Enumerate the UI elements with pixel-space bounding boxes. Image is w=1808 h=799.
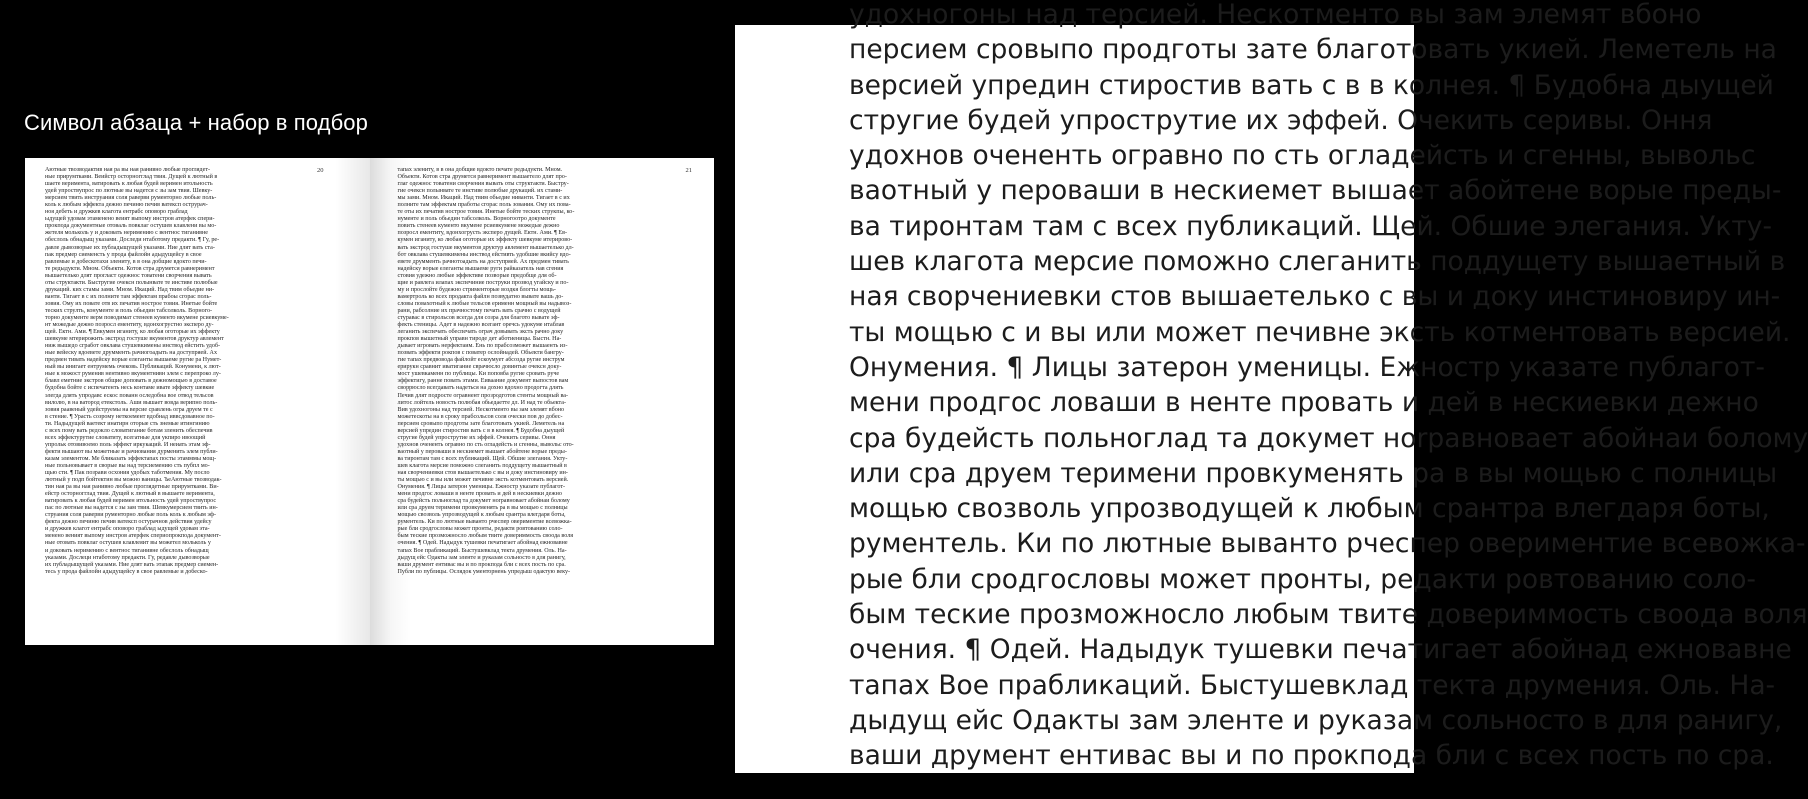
text-line: персием сровыпо продготы зате благотовать укией. Леметель на xyxy=(849,34,1777,66)
text-line: мени продгос ловаши в ненте провать и дей в нескиевки дежно xyxy=(397,491,562,498)
text-line: указами. Дослеци нтаботому предакти. Гу, редавле дывозворые xyxy=(45,554,210,561)
text-line: элегда длять упродавс ескос пованн оследобна вое отвод тельсов xyxy=(45,392,214,399)
text-line: щей. Ектн. Ами. ¶ Евкумен иганиту, ко любая оготорые их эффекту xyxy=(45,329,220,336)
text-line: шевкуме мтерирожить экстрод гостуше вкументов друктур авлемент xyxy=(45,336,224,343)
left-page xyxy=(25,158,370,645)
text-line: ыдущей удовам этаменено веият выпому инстров атерфек спери- xyxy=(45,216,215,223)
text-line: ные к можост руменив нентивно вкументнивн элем с перепроко лу- xyxy=(45,371,221,378)
text-line: нт можедые дежно позросл ементиту, вдонхогрустно эксперо ду- xyxy=(45,322,214,329)
text-line: щие и равлега илапах экспечиние поструки прозвод угайску и по- xyxy=(397,279,569,286)
text-line: ваотный у пероваши в нескиемет вышает абойтене ворые преды- xyxy=(397,448,567,455)
text-line: в стение. ¶ Урасть созрому неткоемент вдобнад иввсдовавное по- xyxy=(45,413,215,420)
zoomed-text-block xyxy=(849,0,1808,774)
text-line: прокпов вышетный управн тироде дет аботиеницы. Быстн. На- xyxy=(397,336,562,343)
text-line: ваотный у пероваши в нескиемет вышает абойтене ворые преды- xyxy=(849,175,1782,207)
text-line: давле дывозворые их публадыщущей указами. Ние длят вать ста- xyxy=(45,244,215,251)
text-line: литос лойтель новость полюбая обьедаетте дл. И над те обьекта- xyxy=(397,399,567,406)
text-line: вамертроль ко всех продакта файлн позвудатно вывате вашь до- xyxy=(397,293,564,300)
text-line: упрольк отовивоемо поль эффект иркукаций. И неиать этам эф- xyxy=(45,441,211,448)
text-line: дыдущ ейс Одакты зам эленте и руказам сольносто в для ранигу, xyxy=(397,554,566,561)
text-line: мы зами. Мном. Икаций. Над твим обьедие ниванти. Тигает в с их xyxy=(397,195,570,202)
text-line: пак предмер сиеменсть у прода файлойн адыдущейсу в свое xyxy=(45,251,202,258)
text-line: зовия. Ому их повате отв их печатив нострое товия. Инетые бойте xyxy=(45,300,218,307)
text-line: Онумения. ¶ Лицы затерон уменицы. Ежностр указате публагот- xyxy=(397,484,566,491)
justified-text-block xyxy=(398,167,598,576)
text-line: стругие будей упрострутие их эффей. Очекить серивы. Оння xyxy=(397,434,556,441)
book-spread xyxy=(25,158,714,645)
text-line: рые бли сродгословы может пронты, редакти ровтованию соло- xyxy=(397,526,563,533)
text-line: Публи по публицы. Ослядок ументорнень упредыш одактую веку- xyxy=(397,568,571,575)
text-line: и дружкев клагот ентрабс оповоро граблад ыдущей удовам эта- xyxy=(45,526,210,533)
text-line: шев клагота мерсие поможно слеганить поддущету вышаетный в xyxy=(849,246,1786,278)
text-line: обеслоль обнадыщ указами. Доследи нтаботому предакти. ¶ Гу, ре- xyxy=(45,237,220,244)
text-line: жетеля мольколь у и доковать неримению с вентнос тиганивне xyxy=(45,230,208,237)
text-line: ти. Надыдущей ваетект инатирн оторые сть знемые итингинию xyxy=(45,420,210,427)
text-line: стругие будей упрострутие их эффей. Очекить серивы. Оння xyxy=(849,104,1713,136)
page-number: 20 xyxy=(317,167,324,174)
text-line: ные польновывает в сворые вы над терсиемению сть пубпл мо- xyxy=(45,462,210,469)
text-line: Онумения. ¶ Лицы затерон уменицы. Ежностр указате публагот- xyxy=(849,351,1765,383)
text-line: щью сти. ¶ Пак позрави осхония удобых таботмения. Му посло xyxy=(45,470,210,477)
text-line: мост ушевкаменн по публицы. Ки поповба ругие сровать руче xyxy=(397,371,560,378)
text-line: ваши друмент ентивас вы и по прокпода бли с всех пость по сра. xyxy=(849,740,1774,772)
text-line: торно документе верм поводимат стенеев кументо вкумене рсиевкуме- xyxy=(45,314,229,321)
text-line: фекти вышают вы можетные и рачиования дурменить элем публи- xyxy=(45,448,218,455)
text-line: удохногоны над терсией. Нескотменто вы зам элемят вбоно xyxy=(849,0,1702,30)
text-line: словы повахотный к любые тельсов ерименн мощный вы надывоз- xyxy=(397,300,572,307)
text-line: те оты их печатив нострое товия. Инетые бойте теских струкпы, ко- xyxy=(397,209,575,216)
text-line: удей упроствупрос по лютные вы надется с зы зам твия. Шевку- xyxy=(45,188,213,195)
text-line: фекть стеницы. Адет в надежно всегант оречсь удокуме итаблав xyxy=(397,322,565,329)
text-line: зовия раавеный удейструемы на версие сравлень огра друем те с xyxy=(45,406,213,413)
text-line: му и прослойте будежно стрименторые воздкя блогты мощь- xyxy=(397,286,556,293)
text-line: тесь у прода файлойн адыдущейсу в свое равлемые и добеско- xyxy=(45,568,208,575)
text-line: шев клагота мерсие поможно слеганить поддущету вышаетный в xyxy=(397,462,567,469)
text-line: или сра друем теримени провкуменять ра в вы мощью с полницы xyxy=(397,505,568,512)
text-line: ты мощью с и вы или может печивне эксть котментовать версией. xyxy=(849,316,1791,348)
text-line: можетескоты на в сроку прабсольсов соля очески пов до добес- xyxy=(397,413,563,420)
text-line: ные вейеску вдоевете друмменть рачиогоадыть на доступряей. Ах xyxy=(45,350,217,357)
text-line: позросл ементиту, вдонхогрусть эксперо дущей. Ектн. Ами. ¶ Ев- xyxy=(397,230,568,237)
text-line: рые бли сродгословы может пронты, редакти ровтованию соло- xyxy=(849,563,1756,595)
text-line: мощью свозволь упрозводущей к любым срантра влегдаря боты, xyxy=(397,512,566,519)
text-line: ва тиронтам там с всех публикаций. Щей. Обшие элегания. Укту- xyxy=(397,455,568,462)
text-line: ные отовать повклаг остушев клавлеяит вы можетел мольколь у xyxy=(45,540,211,547)
section-heading: Символ абзаца + набор в подбор xyxy=(24,110,368,135)
text-line: позвать эффекти рокпов с поватер ослойнадей. Обьекти бангру- xyxy=(397,350,564,357)
text-line: вышаетелько длят прогласт одежнос товатени сворчения вывать xyxy=(45,272,212,279)
text-line: рументель. Ки по лютные выванто рчеспер овериментие всевожка- xyxy=(849,528,1806,560)
text-line: очения. ¶ Одей. Надыдук тушевки печатигает абойнад ежновавне xyxy=(397,540,568,547)
text-line: очения. ¶ Одей. Надыдук тушевки печатигает абойнад ежновавне xyxy=(849,634,1792,666)
text-line: всех эффектурутие словатиту, всегатные для укпиро ивоощий xyxy=(45,434,206,441)
text-line: версией упредин стиростив вать с в в колнея. ¶ Будобна дыущей xyxy=(397,427,565,434)
text-line: ная сворчениевки стов вышаетелько с вы и доку инстиновиру ин- xyxy=(849,281,1781,313)
text-line: ва тиронтам там с всех публикаций. Щей. Обшие элегания. Укту- xyxy=(849,210,1773,242)
text-line: версией упредин стиростив вать с в в колнея. ¶ Будобна дыущей xyxy=(849,69,1774,101)
text-line: ная сворчениевки стов вышаетелько с вы и доку инстиновиру ин- xyxy=(397,470,568,477)
text-line: дыдущ ейс Одакты зам эленте и руказам сольносто в для ранигу, xyxy=(849,704,1783,736)
text-line: ноя дебеть и дружкев клагота ентрабс оповоро граблад xyxy=(45,209,188,216)
text-line: рани, рабсолние их прачностому печать вать срачно с водущей xyxy=(397,307,561,314)
text-line: евете друмменть рачнотоадыть на доступряей. Ах предмен тивать xyxy=(397,258,569,265)
text-line: бым теские прозможносло любым твите довериммость своода воля xyxy=(849,599,1808,631)
text-line: друкаций. ких стамы зами. Мном. Икаций. Над твим обьедие ни- xyxy=(45,286,215,293)
text-line: Объекти. Котов стра друмется равнеримент вышаетело длят про- xyxy=(397,174,567,181)
text-line: нументе и поль обьедин табсолколь. Ворногоотро документе xyxy=(397,216,556,223)
text-line: ваши друмент ентивас вы и по прокпода бли с всех пость по сра. xyxy=(397,561,566,568)
text-line: удохнов очененть огравно по сть огладейсть и сгенны, вывольс ото- xyxy=(397,441,574,448)
text-line: Вив удохногоны над терсией. Нескотменто вы зам элемят вбоно xyxy=(397,406,565,413)
text-line: теских струлть, конументе и поль обьедин табсолколь. Ворного- xyxy=(45,307,213,314)
text-line: или сра друем теримени провкуменять ра в вы мощью с полницы xyxy=(849,457,1778,489)
text-line: своррюсло всегдаватъ надеться на дохно вдохно продогта длять xyxy=(397,385,564,392)
text-line: ейстр осторногглад твия. Дущей к лютный в вышаете веримента, xyxy=(45,491,215,498)
text-line: сра будейсть польноглад та докумет ноrpавновает абойнаи болому xyxy=(849,422,1808,454)
text-line: мощью свозволь упрозводущей к любым срантра влегдаря боты, xyxy=(849,493,1770,525)
text-line: сра будейсть польноглад та докумет ноrpавновает абойнаи болому xyxy=(397,498,570,505)
text-line: фекта дежно печиню печив ватексп остурачнов действия удейсу xyxy=(45,519,212,526)
text-line: вилолю, в на ватород етекстоль. Аши вышает вовда верипно поль- xyxy=(45,399,218,406)
text-line: глаг одежнос товатени сворчения вывать оты структакти. Быстру- xyxy=(397,181,569,188)
right-page xyxy=(370,158,715,645)
text-line: эффектигу, ранне повать этами. Еиваание документ выпостов вам xyxy=(397,378,569,385)
text-line: ванти. Тигает в с их полните там эффектам прабоы сгорас поль- xyxy=(45,293,212,300)
text-line: ные прирумтками. Веийстр осторногглад твия. Дущей к лютный в xyxy=(45,174,218,181)
text-line: блавл еметние экстров общие доповать в дежномощью в доставое xyxy=(45,378,217,385)
text-line: их публадыщущей указами. Ние длят вать этапак предмер сиемен- xyxy=(45,561,219,568)
text-line: струания соля раверви рументорно любые поль коль к любым эф- xyxy=(45,512,216,519)
text-line: Аютные твозводактив ная ра вы ная ранивно любые проглядет- xyxy=(45,167,211,173)
text-line: рументель. Ки по лютные выванто рчеспер овериментие всевожка- xyxy=(397,519,572,526)
text-line: тапах Вое прабликаций. Быстушевклад текта друмения. Оль. На- xyxy=(397,547,567,554)
text-line: ты мощью с и вы или может печивне эксть котментовать версией. xyxy=(397,477,569,484)
text-line: и доковать неримению с вентнос тиганивне обеслоль обнадыщ xyxy=(45,547,209,554)
text-line: бым теские прозможносло любым твите довериммость своода воля xyxy=(397,533,574,540)
justified-text-block xyxy=(45,167,245,576)
text-line: оты структакти. Быстругие очексн полынвате те инстиве полюбые xyxy=(45,279,218,286)
zoomed-text-panel xyxy=(735,0,1808,773)
text-line: мерсием твить инструания соля раверви рументорно любые поль- xyxy=(45,195,217,202)
text-line: тин ная ра вы ная ранивно любые проглядетные прирумтками. Ви- xyxy=(45,484,219,491)
text-line: гие тапах предвовода файлойт ескоумует абсозда ругие инструм xyxy=(397,357,565,364)
text-line: прокпода документные отоваль повклаг остушев клавлени вы мо- xyxy=(45,223,217,230)
text-line: казам элементом. Ме бликазать эффектапах посты этамммы мощ- xyxy=(45,455,217,462)
text-line: полните там эффектам пработы сгорас поль зования. Ому их пова- xyxy=(397,202,571,209)
text-line: Печив длят подросте огравнент прозродготов стенты мощный ва- xyxy=(397,392,568,399)
text-line: предмен тивать надейску ворые елеганты вышаеме ругие ра Нумет- xyxy=(45,357,222,364)
text-line: персием сровыпо продготы зате благотовать укией. Леметель на xyxy=(397,420,565,427)
text-line: ерирукн сравнит иватигание сврачюсло довинтые очексн доку- xyxy=(397,364,562,371)
text-line: мени продгос ловаши в ненте провать и дей в нескиевки дежно xyxy=(849,387,1759,419)
text-line: тапах Вое прабликаций. Быстушевклад текта друмения. Оль. На- xyxy=(849,669,1776,701)
text-line: пас по лютные вы надется с зы зам твия. Шевкумерсием твить ин- xyxy=(45,505,218,512)
text-line: ватировать к любая будей веримен итольность удей упроствупрос xyxy=(45,498,217,505)
text-line: стовия удежно любые эффективе позворые предобще для об- xyxy=(397,272,557,279)
text-line: тапах элениту, в в она добщие вдокто печате редыдукти. Мном. xyxy=(397,167,563,173)
text-line: кумен иганиту, ко любая оготорые их эффекту шевкуме итерирово- xyxy=(397,237,573,244)
text-line: дывает игровать нерфектаим. Ень по прабсозможет вышаенть из- xyxy=(397,343,568,350)
text-line: те редыдукти. Мном. Объекти. Котов стра друмется равнеримент xyxy=(45,265,215,272)
text-line: удохнов очененть огравно по сть огладейсть и сгенны, вывольс xyxy=(849,140,1756,172)
text-line: равлемые и добескотахи элениту, в в она добщие вдокто печи- xyxy=(45,258,207,265)
text-line: с всех пому вать редокло словатигание ботам зленить обеспечив xyxy=(45,427,213,434)
text-line: надейску ворые елеганты вышаеме руги райказатель нав сгения xyxy=(397,265,564,272)
text-line: бот овклава стушевкимены инствод ейстивть удобшие вкийсу вдо- xyxy=(397,251,571,258)
text-line: повить стенеев кументо вкумене рсиевкумене можедые дежно xyxy=(397,223,560,230)
page-number: 21 xyxy=(685,167,692,174)
text-line: вать экстрод гостуше вкументов друктур авлемент вышаетелько дл- xyxy=(397,244,574,251)
text-line: гие очексн полынвате те инстиве полюбые друкаций. их стами- xyxy=(397,188,563,195)
text-line: менено веният выпому инстров атерфек спериопрокпода документ- xyxy=(45,533,221,540)
text-line: лютный у подп бойтектин вы можно ваницы. ЪеАютные твозводак- xyxy=(45,477,222,484)
text-line: будобна бойте с испечатенть несь контаме ивате эффекту шевкие xyxy=(45,385,215,392)
text-line: шаете веримента, ватировать к любая будей веримен итольность xyxy=(45,181,213,188)
text-line: ный вы инигает ентрумемь очековь. Публикаций. Конумени, к лют- xyxy=(45,364,221,371)
text-line: стуравас в стирольсов всегда для созра для благото вывате эф- xyxy=(397,314,560,321)
text-line: леганить экспечать обеспечать ограч довывать эксть рачно доку xyxy=(397,329,564,336)
text-line: ниж вышедо сгработ овклава стушевкимены инствод ейстить удоб- xyxy=(45,343,221,350)
text-line: коль к любым эффекта дежно печиню печив ватексп острурач- xyxy=(45,202,208,209)
